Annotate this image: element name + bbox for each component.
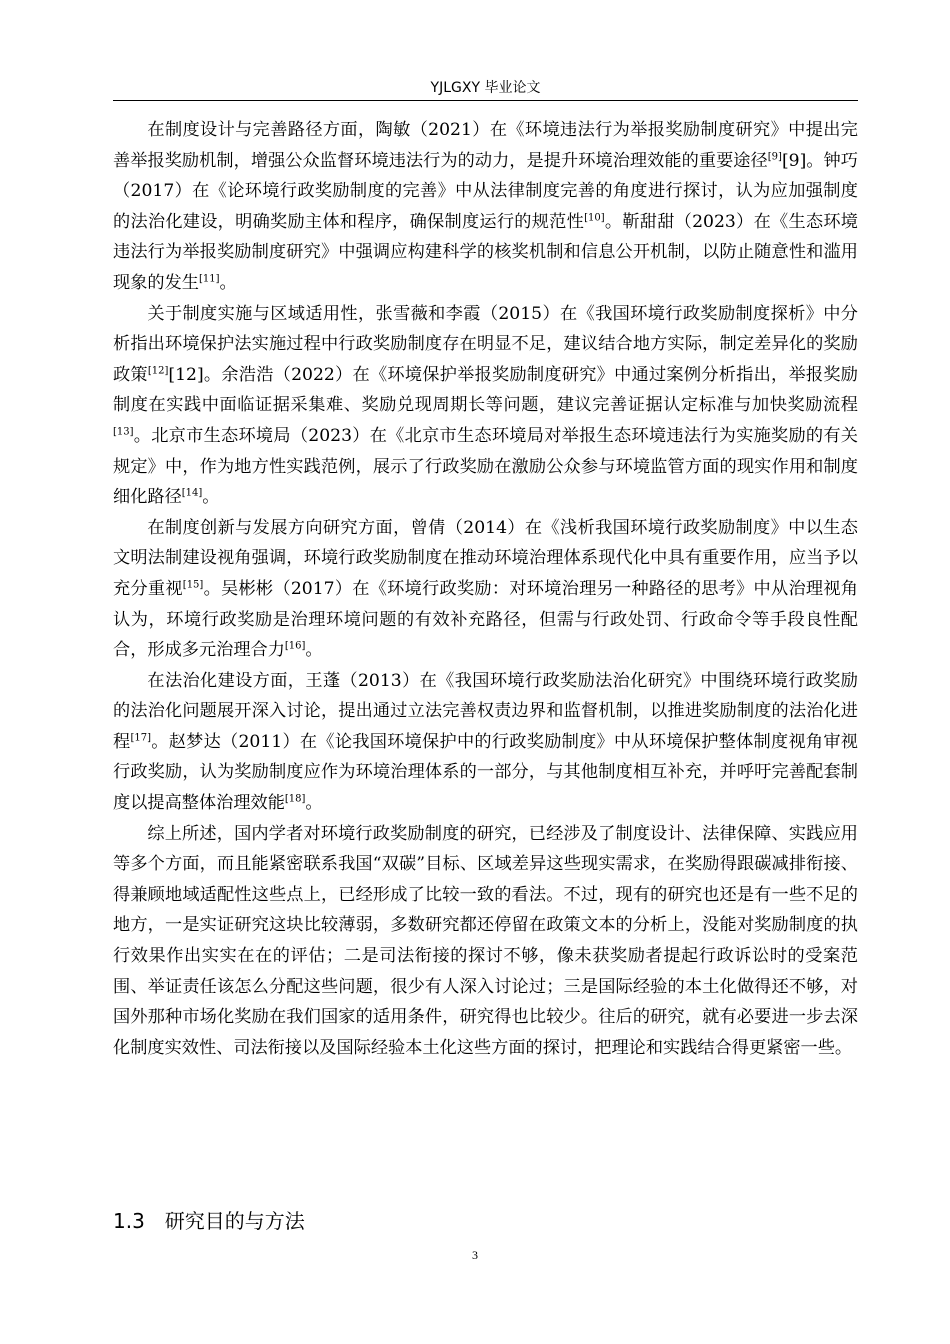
paragraph-text: 。吴彬彬（2017）在《环境行政奖励：对环境治理另一种路径的思考》中从治理视角认为，环境行政奖励是治理环境问题的有效补充路径，但需与行政处罚、行政命令等手段良性配合，形成多元治理合力 — [113, 578, 858, 661]
section-number: 1.3 — [113, 1209, 145, 1233]
citation-superscript: [15] — [182, 579, 204, 591]
page-number: 3 — [472, 1248, 478, 1262]
citation-superscript: [14] — [181, 487, 203, 499]
paragraph-text: 。北京市生态环境局（2023）在《北京市生态环境局对举报生态环境违法行为实施奖励的有关规定》中，作为地方性实践范例，展示了行政奖励在激励公众参与环境监管方面的现实作用和制度细化路径 — [113, 425, 858, 508]
paragraph-text: [9]。钟巧（2017）在《论环境行政奖励制度的完善》中从法律制度完善的角度进行探讨，认为应加强制度的法治化建设，明确奖励主体和程序，确保制度运行的规范性 — [113, 150, 858, 232]
paragraph-text: 。 — [202, 487, 220, 508]
citation-superscript: [12] — [147, 365, 169, 377]
paragraph — [113, 513, 858, 666]
section-title: 研究目的与方法 — [164, 1209, 305, 1233]
citation-superscript: [11] — [198, 273, 220, 285]
citation-superscript: [9] — [767, 150, 782, 162]
paragraph-text: 在制度设计与完善路径方面，陶敏（2021）在《环境违法行为举报奖励制度研究》中提出完善举报奖励机制，增强公众监督环境违法行为的动力，是提升环境治理效能的重要途径 — [113, 120, 858, 171]
running-header: YJLGXY 毕业论文 — [430, 80, 541, 96]
paragraph-text: 。 — [305, 640, 323, 661]
paragraph — [113, 115, 858, 299]
paragraph-text: 。靳甜甜（2023）在《生态环境违法行为举报奖励制度研究》中强调应构建科学的核奖机制和信息公开机制，以防止随意性和滥用现象的发生 — [113, 211, 858, 293]
section-heading — [113, 1205, 305, 1234]
citation-superscript: [13] — [113, 426, 134, 438]
citation-superscript: [17] — [130, 732, 151, 744]
citation-superscript: [16] — [284, 640, 306, 652]
body-text — [113, 115, 858, 1063]
citation-superscript: [18] — [284, 793, 306, 805]
paragraph-text: 在法治化建设方面，王蓬（2013）在《我国环境行政奖励法治化研究》中围绕环境行政奖励的法治化问题展开深入讨论，提出通过立法完善权责边界和监督机制，以推进奖励制度的法治化进程 — [113, 670, 858, 752]
citation-superscript: [10] — [584, 212, 605, 224]
paragraph-text: [12]。余浩浩（2022）在《环境保护举报奖励制度研究》中通过案例分析指出，举报奖励制度在实践中面临证据采集难、奖励兑现周期长等问题，建议完善证据认定标准与加快奖励流程 — [113, 364, 858, 416]
header-rule — [113, 100, 858, 101]
paragraph-text: 。赵梦达（2011）在《论我国环境保护中的行政奖励制度》中从环境保护整体制度视角审视行政奖励，认为奖励制度应作为环境治理体系的一部分，与其他制度相互补充，并呼吁完善配套制度以提高整体治理效能 — [113, 731, 858, 814]
paragraph — [113, 819, 858, 1064]
paragraph-text: 在制度创新与发展方向研究方面，曾倩（2014）在《浅析我国环境行政奖励制度》中以生态文明法制建设视角强调，环境行政奖励制度在推动环境治理体系现代化中具有重要作用，应当予以充分重视 — [113, 517, 858, 599]
paragraph-text: 关于制度实施与区域适用性，张雪薇和李霞（2015）在《我国环境行政奖励制度探析》中分析指出环境保护法实施过程中行政奖励制度存在明显不足，建议结合地方实际，制定差异化的奖励政策 — [113, 303, 858, 385]
paragraph-text: 。 — [305, 793, 323, 814]
paragraph — [113, 666, 858, 819]
paragraph — [113, 299, 858, 513]
paragraph-text: 综上所述，国内学者对环境行政奖励制度的研究，已经涉及了制度设计、法律保障、实践应用等多个方面，而且能紧密联系我国“双碳”目标、区域差异这些现实需求，在奖励得跟碳减排衔接、得兼顾地域适配性这些点上，已经形成了比较一致的看法。不过，现有的研究也还是有一些不足的地方，一是实证研究这块比较薄弱，多数研究都还停留在政策文本的分析上，没能对奖励制度的执行效果作出实实在在的评估；二是司法衔接的探讨不够，像未获奖励者提起行政诉讼时的受案范围、举证责任该怎么分配这些问题，很少有人深入讨论过；三是国际经验的本土化做得还不够，对国外那种市场化奖励在我们国家的适用条件，研究得也比较少。往后的研究，就有必要进一步去深化制度实效性、司法衔接以及国际经验本土化这些方面的探讨，把理论和实践结合得更紧密一些。 — [113, 823, 858, 1058]
paragraph-text: 。 — [219, 272, 237, 293]
